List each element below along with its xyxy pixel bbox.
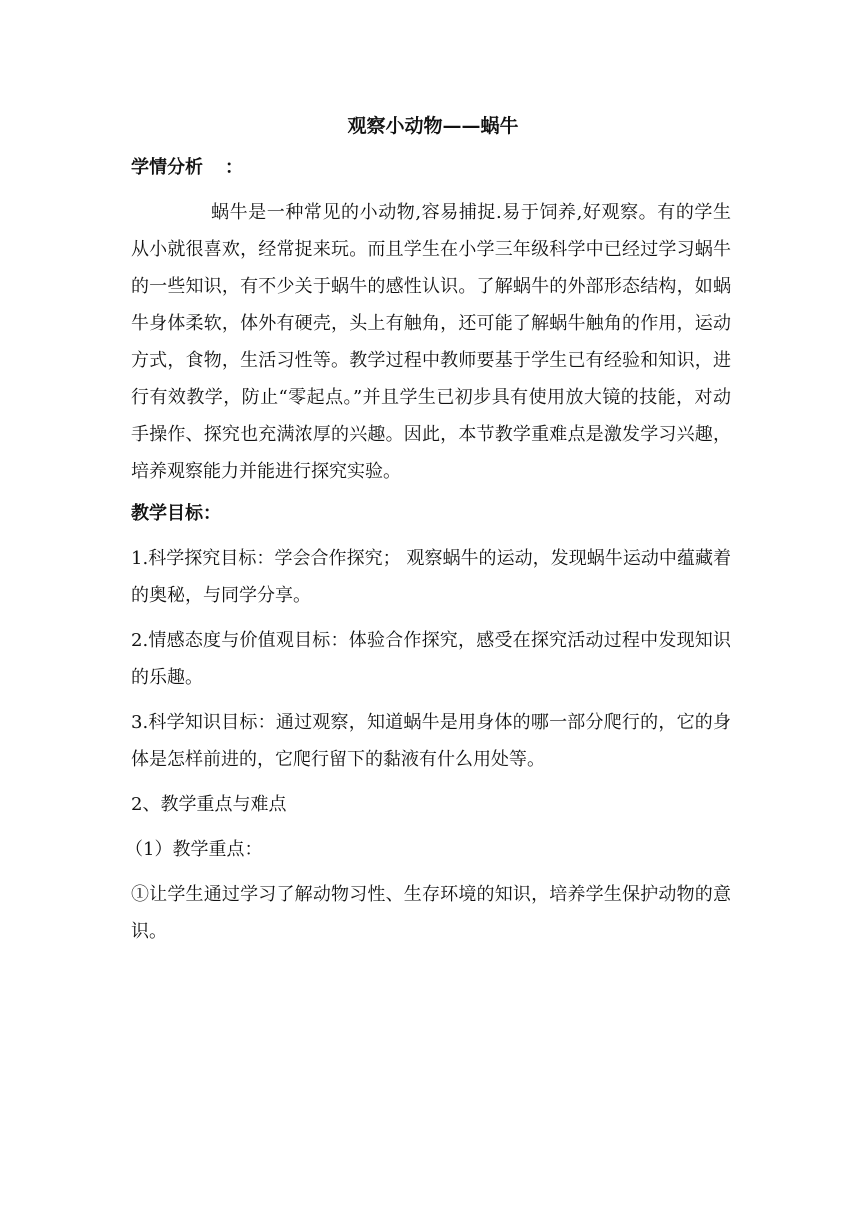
goal-item-1: 1.科学探究目标：学会合作探究； 观察蜗牛的运动，发现蜗牛运动中蕴藏着的奥秘，与同学分享。 (131, 548, 731, 606)
section-heading-text: 学情分析 (131, 157, 203, 178)
focus-item-1: ①让学生通过学习了解动物习性、生存环境的知识，培养学生保护动物的意识。 (131, 884, 731, 942)
section-heading-key-points: 2、教学重点与难点 (131, 794, 287, 815)
document-body (125, 108, 731, 952)
section-heading-teaching-goals: 教学目标： (131, 503, 221, 524)
goal-item-2: 2.情感态度与价值观目标：体验合作探究，感受在探究活动过程中发现知识的乐趣。 (131, 630, 731, 688)
goal-item-3: 3.科学知识目标：通过观察，知道蜗牛是用身体的哪一部分爬行的，它的身体是怎样前进的，它爬行留下的黏液有什么用处等。 (131, 712, 731, 770)
section-heading-colon: ： (225, 157, 243, 178)
document-title: 观察小动物——蜗牛 (347, 115, 519, 137)
subheading-teaching-focus: （1）教学重点： (125, 839, 263, 860)
section-heading-learning-analysis (131, 150, 731, 186)
learning-analysis-paragraph: 蜗牛是一种常见的小动物,容易捕捉.易于饲养,好观察。有的学生从小就很喜欢，经常捉来玩。而且学生在小学三年级科学中已经过学习蜗牛的一些知识，有不少关于蜗牛的感性认识。了解蜗牛的外部形态结构，如蜗牛身体柔软，体外有硬壳，头上有触角，还可能了解蜗牛触角的作用，运动方式，食物，生活习性等。教学过程中教师要基于学生已有经验和知识，进行有效教学，防止“零起点。”并且学生已初步具有使用放大镜的技能，对动手操作、探究也充满浓厚的兴趣。因此，本节教学重难点是激发学习兴趣，培养观察能力并能进行探究实验。 (131, 202, 731, 482)
